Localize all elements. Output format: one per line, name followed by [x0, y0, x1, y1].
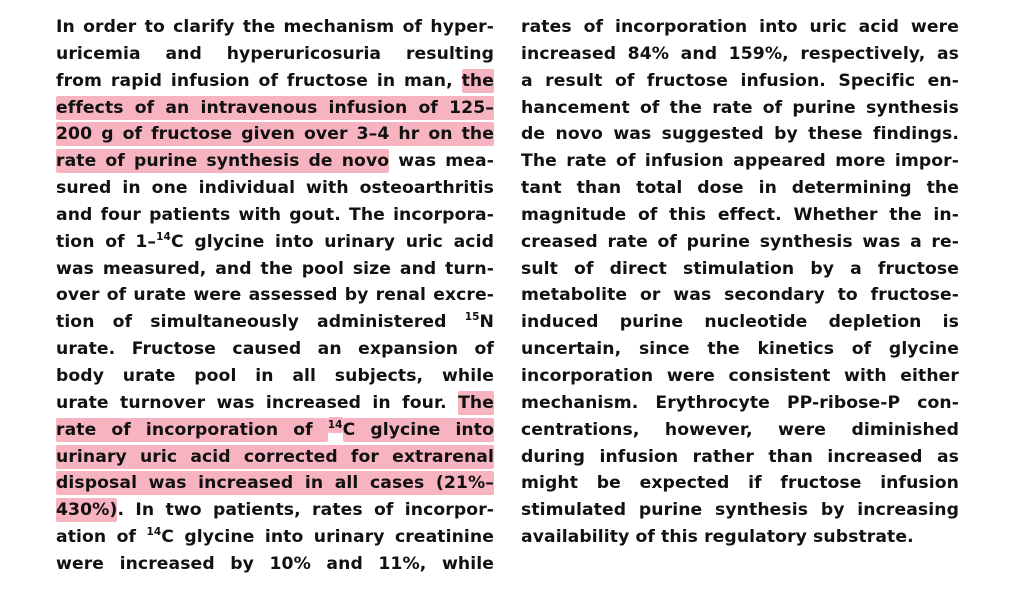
- highlighted-text: 430%): [56, 500, 118, 521]
- text-segment: stimulated purine synthesis by increasing: [521, 500, 959, 521]
- text-line: [521, 336, 959, 363]
- text-segment: rates of incorporation into uric acid were: [521, 17, 959, 37]
- text-segment: body urate pool in all subjects, while: [56, 365, 494, 386]
- text-segment: were increased by 10% and 11%, while: [56, 553, 494, 574]
- text-segment: a result of fructose infusion. Specific en-: [521, 70, 959, 91]
- abstract-left-column: [56, 14, 494, 578]
- text-line: [56, 417, 494, 444]
- text-segment: metabolite or was secondary to fructose-: [521, 285, 959, 306]
- text-line: [56, 444, 494, 471]
- text-line: [521, 95, 959, 122]
- text-line: [521, 282, 959, 309]
- abstract-right-column: [521, 14, 959, 551]
- text-line: [521, 256, 959, 283]
- text-line: [56, 336, 494, 363]
- superscript: 14: [156, 230, 171, 243]
- text-segment: and four patients with gout. The incorpora-: [56, 204, 494, 225]
- text-segment: was measured, and the pool size and turn-: [56, 258, 494, 279]
- text-line: [56, 175, 494, 202]
- text-segment: during infusion rather than increased as: [521, 446, 959, 467]
- text-line: [56, 551, 494, 578]
- text-segment: . In two patients, rates of incorpor-: [117, 500, 494, 521]
- text-segment: incorporation were consistent with either: [521, 365, 959, 386]
- text-line: [56, 282, 494, 309]
- text-line: [56, 148, 494, 175]
- text-segment: availability of this regulatory substrate.: [521, 527, 914, 548]
- text-segment: C glycine into urinary creatinine: [161, 527, 494, 548]
- text-segment: sured in one individual with osteoarthritis: [56, 178, 494, 199]
- text-segment: mechanism. Erythrocyte PP-ribose-P con-: [521, 392, 959, 413]
- text-segment: over of urate were assessed by renal excre-: [56, 285, 494, 306]
- text-segment: sult of direct stimulation by a fructose: [521, 258, 959, 279]
- highlighted-text: The: [458, 392, 494, 413]
- text-line: [56, 121, 494, 148]
- text-line: [56, 68, 494, 95]
- text-segment: tant than total dose in determining the: [521, 178, 959, 199]
- text-line: [521, 417, 959, 444]
- text-segment: ation of: [56, 527, 147, 548]
- text-line: [56, 309, 494, 336]
- highlighted-text: effects of an intravenous infusion of 125–: [56, 97, 494, 118]
- text-line: [521, 14, 959, 41]
- superscript: 15: [464, 311, 480, 324]
- text-line: [521, 148, 959, 175]
- highlighted-text: disposal was increased in all cases (21%–: [56, 473, 494, 494]
- text-line: [56, 229, 494, 256]
- text-line: [56, 390, 494, 417]
- text-segment: urate. Fructose caused an expansion of: [56, 339, 494, 360]
- text-segment: The rate of infusion appeared more impor-: [521, 151, 959, 172]
- highlighted-text: urinary uric acid corrected for extrarenal: [56, 446, 494, 467]
- text-line: [521, 497, 959, 524]
- text-segment: urate turnover was increased in four.: [56, 392, 459, 413]
- text-line: [56, 363, 494, 390]
- text-segment: might be expected if fructose infusion: [521, 473, 959, 494]
- highlighted-text: C glycine into: [342, 419, 494, 440]
- text-line: [56, 202, 494, 229]
- highlighted-text: rate of incorporation of: [56, 419, 328, 440]
- text-segment: centrations, however, were diminished: [521, 419, 959, 440]
- text-line: [521, 121, 959, 148]
- text-line: [521, 175, 959, 202]
- text-line: [56, 14, 494, 41]
- text-segment: In order to clarify the mechanism of hyper-: [56, 17, 494, 37]
- text-segment: creased rate of purine synthesis was a re-: [521, 231, 959, 252]
- text-segment: uricemia and hyperuricosuria resulting: [56, 43, 494, 64]
- text-line: [56, 95, 494, 122]
- text-line: [521, 202, 959, 229]
- text-segment: increased 84% and 159%, respectively, as: [521, 43, 959, 64]
- text-segment: de novo was suggested by these findings.: [521, 124, 959, 145]
- text-segment: was mea-: [389, 151, 494, 172]
- text-line: [56, 497, 494, 524]
- text-segment: from rapid infusion of fructose in man,: [56, 70, 462, 91]
- text-segment: uncertain, since the kinetics of glycine: [521, 339, 959, 360]
- text-segment: hancement of the rate of purine synthesis: [521, 97, 959, 118]
- text-line: [56, 256, 494, 283]
- text-line: [56, 524, 494, 551]
- text-segment: tion of 1–: [56, 231, 157, 252]
- text-line: [56, 41, 494, 68]
- text-segment: tion of simultaneously administered: [56, 312, 465, 333]
- text-segment: N: [479, 312, 494, 333]
- text-line: [56, 470, 494, 497]
- superscript: 14: [146, 526, 162, 539]
- highlighted-text: 200 g of fructose given over 3–4 hr on the: [56, 124, 494, 145]
- text-segment: magnitude of this effect. Whether the in-: [521, 204, 959, 225]
- text-line: [521, 41, 959, 68]
- highlighted-text: the: [461, 70, 494, 91]
- text-line: [521, 309, 959, 336]
- text-segment: induced purine nucleotide depletion is: [521, 312, 959, 333]
- text-segment: C glycine into urinary uric acid: [170, 231, 494, 252]
- text-line: [521, 390, 959, 417]
- text-line: [521, 470, 959, 497]
- highlighted-text: 14: [327, 418, 343, 431]
- highlighted-text: rate of purine synthesis de novo: [56, 151, 390, 172]
- text-line: [521, 229, 959, 256]
- text-line: [521, 524, 959, 551]
- text-line: [521, 363, 959, 390]
- text-line: [521, 68, 959, 95]
- text-line: [521, 444, 959, 471]
